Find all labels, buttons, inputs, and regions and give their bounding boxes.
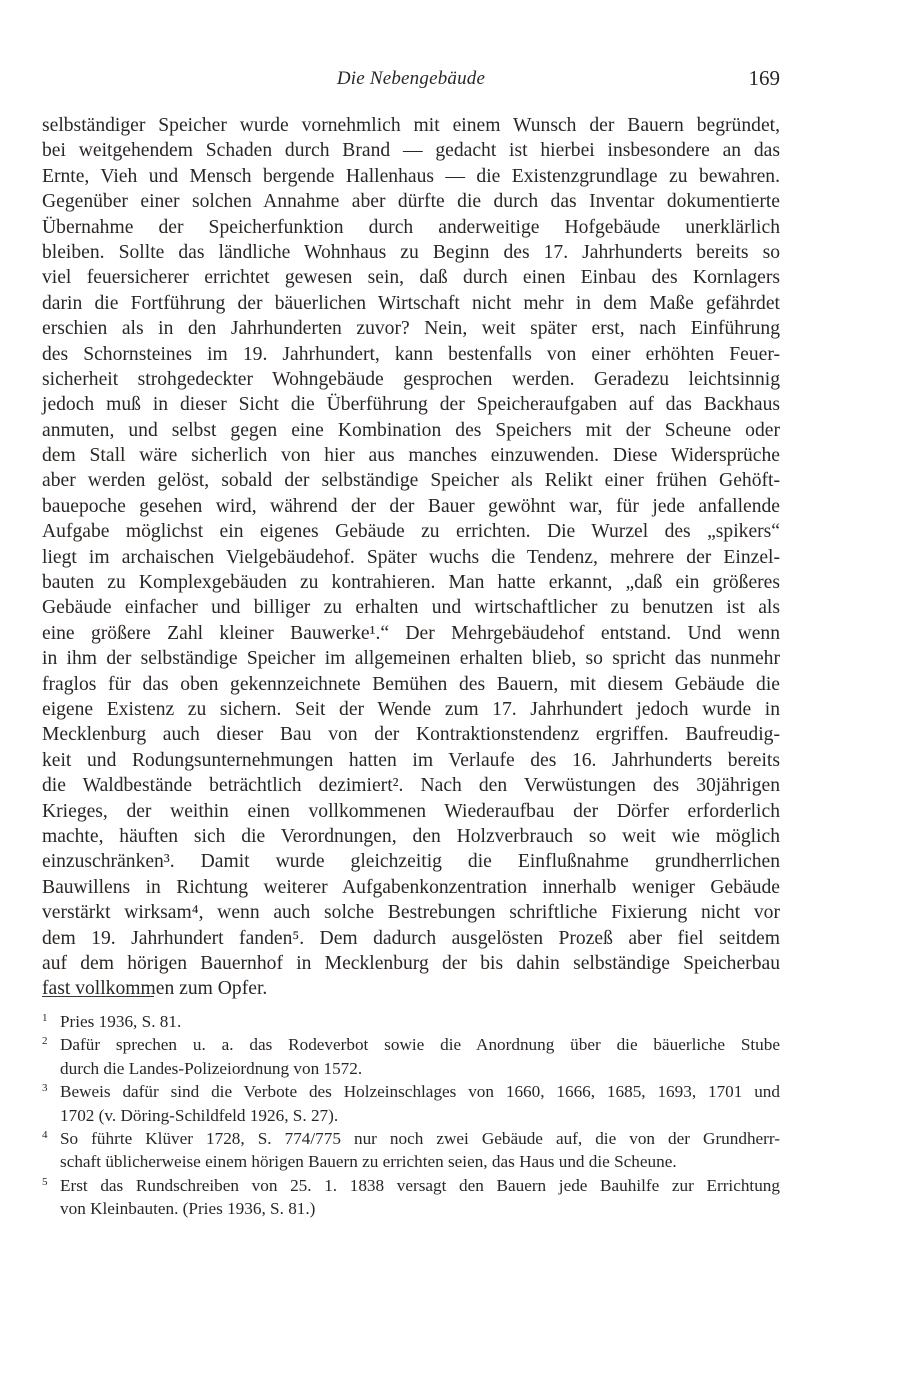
body-line: fraglos für das oben gekennzeichnete Bemühen des Bauern, mit diesem Gebäude die — [42, 673, 780, 695]
chapter-title: Die Nebengebäude — [336, 68, 486, 89]
footnote-line — [42, 1010, 780, 1033]
footnote — [42, 1033, 780, 1080]
footnote-text: schaft üblicherweise einem hörigen Bauern zu errichten seien, das Haus und die Scheune. — [60, 1152, 677, 1172]
footnote-number: 1 — [42, 1012, 48, 1024]
body-line: Gegenüber einer solchen Annahme aber dürfte die durch das Inventar dokumentierte — [42, 191, 780, 213]
body-line: aber werden gelöst, sobald der selbständige Speicher als Relikt einer frühen Gehöft- — [42, 470, 780, 492]
body-line: eigene Existenz zu sichern. Seit der Wende zum 17. Jahrhundert jedoch wurde in — [42, 698, 780, 720]
body-line: verstärkt wirksam⁴, wenn auch solche Bestrebungen schriftliche Fixierung nicht vor — [42, 902, 780, 924]
footnote-text: 1702 (v. Döring-Schildfeld 1926, S. 27). — [60, 1105, 339, 1125]
body-line: erschien als in den Jahrhunderten zuvor? Nein, weit später erst, nach Einführung — [42, 318, 780, 340]
footnote-line — [42, 1104, 780, 1127]
footnote-text: Dafür sprechen u. a. das Rodeverbot sowie die Anordnung über die bäuerliche Stube — [60, 1035, 780, 1055]
footnote-line — [42, 1080, 780, 1103]
footnote — [42, 1127, 780, 1174]
body-line: Krieges, der weithin einen vollkommenen Wiederaufbau der Dörfer erforderlich — [42, 800, 780, 822]
body-line: bauten zu Komplexgebäuden zu kontrahieren. Man hatte erkannt, „daß ein größeres — [42, 572, 780, 594]
body-line: jedoch muß in dieser Sicht die Überführung der Speicheraufgaben auf das Backhaus — [42, 394, 780, 416]
body-line: sicherheit strohgedeckter Wohngebäude gesprochen werden. Geradezu leichtsinnig — [42, 368, 780, 390]
footnote-number: 4 — [42, 1128, 48, 1141]
footnote — [42, 1174, 780, 1221]
body-line: darin die Fortführung der bäuerlichen Wirtschaft nicht mehr in dem Maße gefährdet — [42, 292, 780, 314]
footnote-text: So führte Klüver 1728, S. 774/775 nur noch zwei Gebäude auf, die von der Grundherr- — [60, 1128, 780, 1148]
footnote — [42, 1080, 780, 1127]
body-line: dem 19. Jahrhundert fanden⁵. Dem dadurch ausgelösten Prozeß aber fiel seitdem — [42, 927, 780, 949]
footnote-line — [42, 1197, 780, 1220]
body-line: Bauwillens in Richtung weiterer Aufgabenkonzentration innerhalb weniger Gebäude — [42, 876, 780, 898]
body-text — [42, 113, 780, 1002]
body-line: Mecklenburg auch dieser Bau von der Kontraktionstendenz ergriffen. Baufreudig- — [42, 724, 780, 746]
body-line: auf dem hörigen Bauernhof in Mecklenburg der bis dahin selbständige Speicherbau — [42, 952, 780, 974]
body-line: in ihm der selbständige Speicher im allgemeinen erhalten blieb, so spricht das nunmehr — [42, 648, 780, 670]
page-number: 169 — [748, 66, 780, 90]
body-line: Gebäude einfacher und billiger zu erhalten und wirtschaftlicher zu benutzen ist als — [42, 597, 780, 619]
body-line: Aufgabe möglichst ein eigenes Gebäude zu errichten. Die Wurzel des „spikers“ — [42, 521, 780, 543]
body-line: liegt im archaischen Vielgebäudehof. Später wuchs die Tendenz, mehrere der Einzel- — [42, 546, 780, 568]
footnote-number: 5 — [42, 1175, 48, 1188]
body-line: Ernte, Vieh und Mensch bergende Hallenhaus — die Existenzgrundlage zu bewahren. — [42, 165, 780, 187]
body-line: machte, häuften sich die Verordnungen, den Holzverbrauch so weit wie möglich — [42, 825, 780, 847]
footnote-text: von Kleinbauten. (Pries 1936, S. 81.) — [60, 1199, 316, 1219]
body-line: Übernahme der Speicherfunktion durch anderweitige Hofgebäude unerklärlich — [42, 216, 780, 238]
body-line: einzuschränken³. Damit wurde gleichzeitig die Einflußnahme grundherrlichen — [42, 851, 780, 873]
footnote-text: Beweis dafür sind die Verbote des Holzeinschlages von 1660, 1666, 1685, 1693, 1701 und — [60, 1082, 780, 1102]
footnotes — [42, 1010, 780, 1221]
body-line: bauepoche gesehen wird, während der der Bauer gewöhnt war, für jede anfallende — [42, 495, 780, 517]
footnote-line — [42, 1033, 780, 1056]
body-line: anmuten, und selbst gegen eine Kombination des Speichers mit der Scheune oder — [42, 419, 780, 441]
body-line: des Schornsteines im 19. Jahrhundert, kann bestenfalls von einer erhöhten Feuer- — [42, 343, 780, 365]
footnote-separator — [42, 996, 154, 997]
footnote-line — [42, 1174, 780, 1197]
footnote-text: Pries 1936, S. 81. — [60, 1012, 182, 1031]
body-line: die Waldbestände beträchtlich dezimiert². Nach den Verwüstungen des 30jährigen — [42, 775, 780, 797]
body-line: eine größere Zahl kleiner Bauwerke¹.“ Der Mehrgebäudehof entstand. Und wenn — [42, 622, 780, 644]
footnote-text: durch die Landes-Polizeiordnung von 1572. — [60, 1058, 363, 1078]
body-line: selbständiger Speicher wurde vornehmlich mit einem Wunsch der Bauern begründet, — [42, 115, 780, 136]
body-line: dem Stall wäre sicherlich von hier aus manches einzuwenden. Diese Widersprüche — [42, 445, 780, 467]
footnote-number: 2 — [42, 1035, 48, 1048]
footnote-line — [42, 1127, 780, 1150]
footnote — [42, 1010, 780, 1033]
footnote-text: Erst das Rundschreiben von 25. 1. 1838 versagt den Bauern jede Bauhilfe zur Errichtung — [60, 1175, 780, 1195]
footnote-line — [42, 1150, 780, 1173]
body-line: bleiben. Sollte das ländliche Wohnhaus zu Beginn des 17. Jahrhunderts bereits so — [42, 241, 780, 263]
body-line: bei weitgehendem Schaden durch Brand — gedacht ist hierbei insbesondere an das — [42, 140, 780, 162]
footnote-number: 3 — [42, 1082, 48, 1095]
running-head — [42, 64, 780, 98]
body-line: fast vollkommen zum Opfer. — [42, 978, 268, 1000]
body-line: keit und Rodungsunternehmungen hatten im Verlaufe des 16. Jahrhunderts bereits — [42, 749, 780, 771]
footnote-line — [42, 1057, 780, 1080]
body-line: viel feuersicherer errichtet gewesen sein, daß durch einen Einbau des Kornlagers — [42, 267, 780, 289]
